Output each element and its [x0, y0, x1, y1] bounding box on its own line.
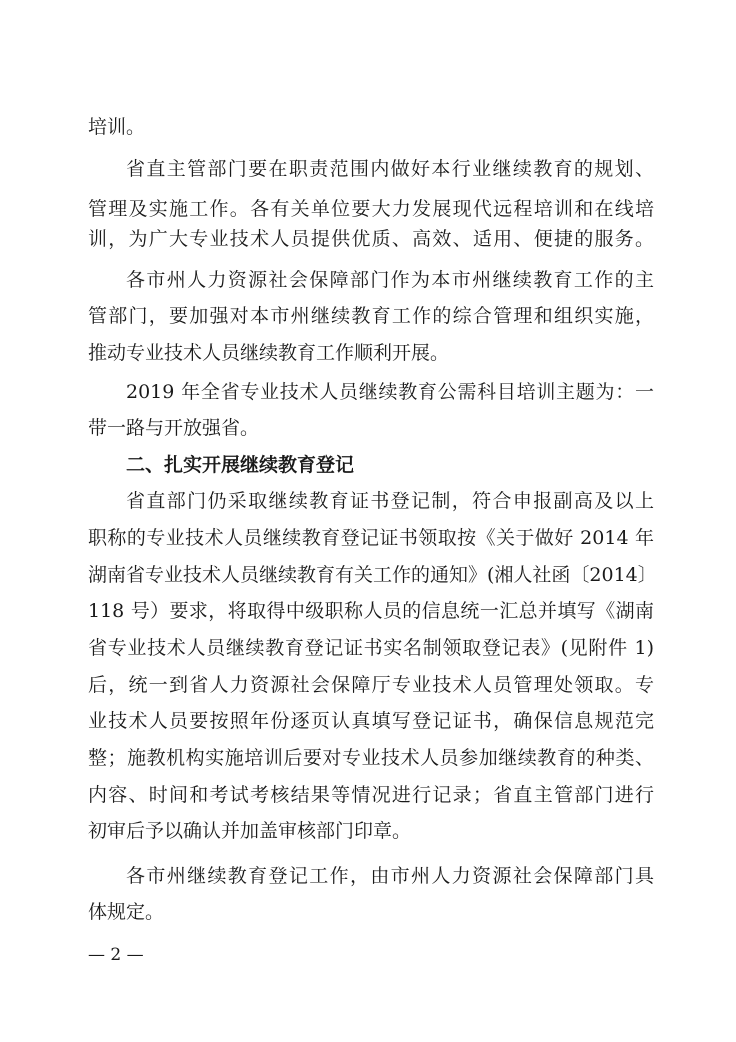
paragraph-line: 省直主管部门要在职责范围内做好本行业继续教育的规划、 — [126, 158, 654, 180]
paragraph-line: 职称的专业技术人员继续教育登记证书领取按《关于做好 2014 年 — [88, 527, 654, 549]
paragraph-line: 管理及实施工作。各有关单位要大力发展现代远程培训和在线培 — [88, 198, 654, 220]
paragraph-line: 业技术人员要按照年份逐页认真填写登记证书，确保信息规范完 — [88, 710, 654, 732]
paragraph-line: 2019 年全省专业技术人员继续教育公需科目培训主题为：一 — [126, 381, 654, 403]
paragraph-line: 后，统一到省人力资源社会保障厅专业技术人员管理处领取。专 — [88, 674, 654, 696]
paragraph-line: 省专业技术人员继续教育登记证书实名制领取登记表》(见附件 1) — [88, 637, 654, 659]
paragraph-line: 各市州继续教育登记工作，由市州人力资源社会保障部门具 — [126, 865, 654, 887]
section-heading: 二、扎实开展继续教育登记 — [126, 454, 355, 476]
page-number: — 2 — — [88, 945, 144, 965]
paragraph-line: 湖南省专业技术人员继续教育有关工作的通知》(湘人社函〔2014〕 — [88, 564, 657, 586]
paragraph-line: 管部门，要加强对本市州继续教育工作的综合管理和组织实施， — [88, 305, 654, 327]
paragraph-line: 体规定。 — [88, 901, 165, 923]
paragraph-line: 内容、时间和考试考核结果等情况进行记录；省直主管部门进行 — [88, 784, 654, 806]
paragraph-line: 省直部门仍采取继续教育证书登记制，符合申报副高及以上 — [126, 490, 654, 512]
paragraph-line: 带一路与开放强省。 — [88, 417, 260, 439]
paragraph-line: 各市州人力资源社会保障部门作为本市州继续教育工作的主 — [126, 269, 654, 291]
paragraph-line: 118 号）要求，将取得中级职称人员的信息统一汇总并填写《湖南 — [88, 600, 654, 622]
paragraph-line: 初审后予以确认并加盖审核部门印章。 — [88, 820, 412, 842]
paragraph-line: 整；施教机构实施培训后要对专业技术人员参加继续教育的种类、 — [88, 747, 654, 769]
text-line: 培训。 — [88, 116, 146, 138]
paragraph-line: 训，为广大专业技术人员提供优质、高效、适用、便捷的服务。 — [88, 228, 654, 250]
paragraph-line: 推动专业技术人员继续教育工作顺利开展。 — [88, 342, 450, 364]
